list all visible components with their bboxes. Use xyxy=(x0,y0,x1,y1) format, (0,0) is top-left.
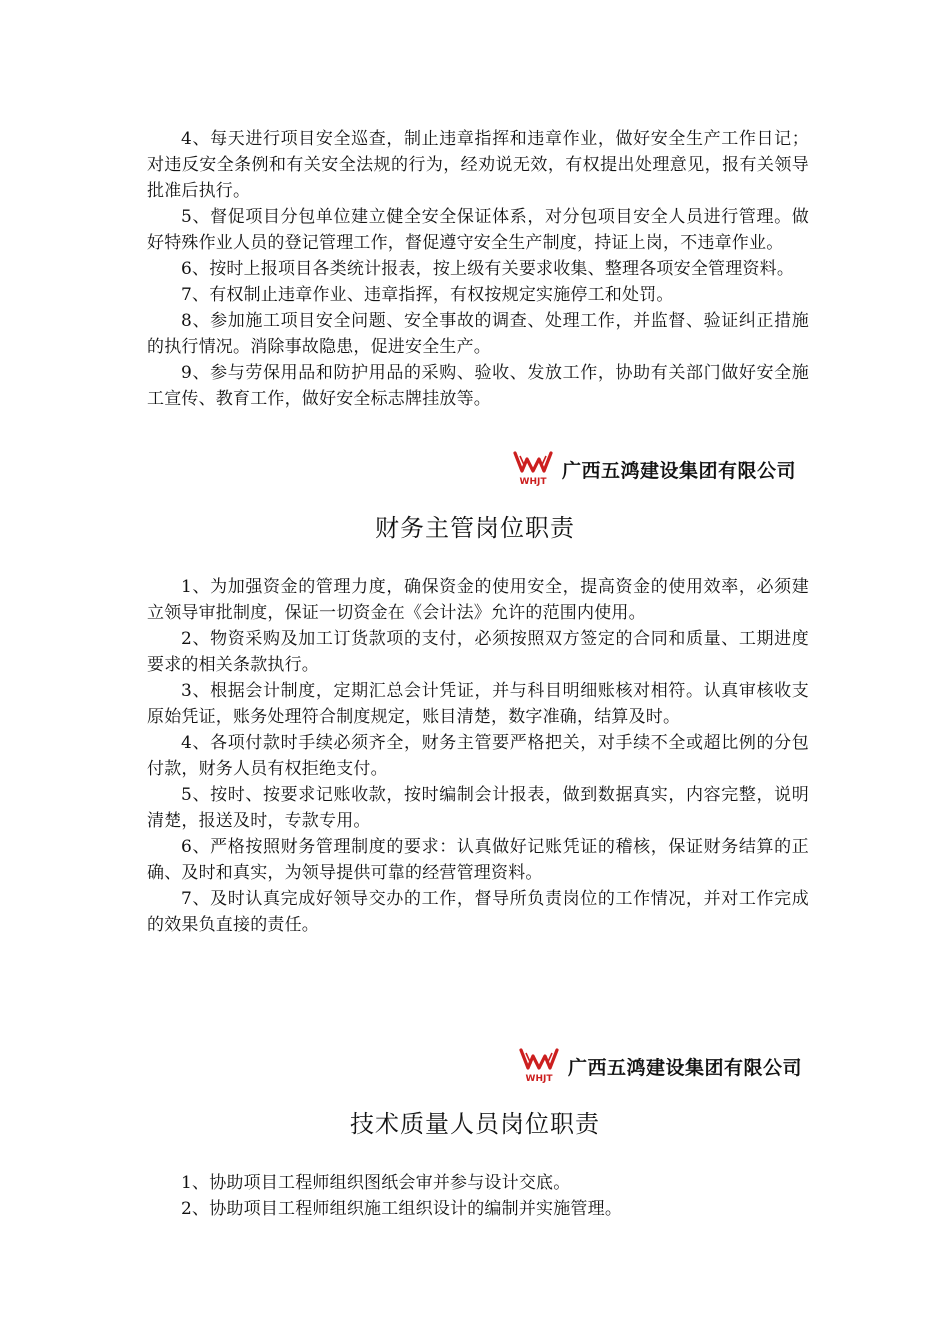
company-name: 广西五鸿建设集团有限公司 xyxy=(568,1056,803,1079)
safety-duty-9: 9、参与劳保用品和防护用品的采购、验收、发放工作，协助有关部门做好安全施工宣传、教育工作，做好安全标志牌挂放等。 xyxy=(147,363,809,409)
tech-quality-title: 技术质量人员岗位职责 xyxy=(350,1110,600,1138)
safety-duty-5: 5、督促项目分包单位建立健全安全保证体系，对分包项目安全人员进行管理。做好特殊作业人员的登记管理工作，督促遵守安全生产制度，持证上岗，不违章作业。 xyxy=(147,207,809,253)
tech-duties-list xyxy=(147,1170,809,1222)
finance-title: 财务主管岗位职责 xyxy=(375,514,575,542)
svg-text:WHJT: WHJT xyxy=(519,477,547,487)
safety-duty-4: 4、每天进行项目安全巡查，制止违章指挥和违章作业，做好安全生产工作日记；对违反安全条例和有关安全法规的行为，经劝说无效，有权提出处理意见，报有关领导批准后执行。 xyxy=(147,129,809,201)
company-header xyxy=(512,450,796,488)
tech-duty-2: 2、协助项目工程师组织施工组织设计的编制并实施管理。 xyxy=(181,1199,623,1219)
safety-duty-8: 8、参加施工项目安全问题、安全事故的调查、处理工作，并监督、验证纠正措施的执行情况。消除事故隐患，促进安全生产。 xyxy=(147,311,809,357)
company-logo-icon xyxy=(512,451,554,487)
finance-duty-5: 5、按时、按要求记账收款，按时编制会计报表，做到数据真实，内容完整，说明清楚，报送及时，专款专用。 xyxy=(147,785,809,831)
finance-duty-3: 3、根据会计制度，定期汇总会计凭证，并与科目明细账核对相符。认真审核收支原始凭证，账务处理符合制度规定，账目清楚，数字准确，结算及时。 xyxy=(147,681,809,727)
company-header xyxy=(518,1047,802,1085)
finance-duty-2: 2、物资采购及加工订货款项的支付，必须按照双方签定的合同和质量、工期进度要求的相关条款执行。 xyxy=(147,629,809,675)
finance-duty-4: 4、各项付款时手续必须齐全，财务主管要严格把关，对手续不全或超比例的分包付款，财务人员有权拒绝支付。 xyxy=(147,733,809,779)
company-logo-icon xyxy=(518,1048,560,1084)
finance-duties-list xyxy=(147,574,809,938)
safety-duties-list xyxy=(147,126,809,412)
safety-duty-7: 7、有权制止违章作业、违章指挥，有权按规定实施停工和处罚。 xyxy=(181,285,674,305)
tech-duty-1: 1、协助项目工程师组织图纸会审并参与设计交底。 xyxy=(181,1173,571,1193)
company-name: 广西五鸿建设集团有限公司 xyxy=(562,459,797,482)
finance-duty-1: 1、为加强资金的管理力度，确保资金的使用安全，提高资金的使用效率，必须建立领导审批制度，保证一切资金在《会计法》允许的范围内使用。 xyxy=(147,577,809,623)
finance-duty-6: 6、严格按照财务管理制度的要求：认真做好记账凭证的稽核，保证财务结算的正确、及时和真实，为领导提供可靠的经营管理资料。 xyxy=(147,837,809,883)
finance-duty-7: 7、及时认真完成好领导交办的工作，督导所负责岗位的工作情况，并对工作完成的效果负直接的责任。 xyxy=(147,889,809,935)
svg-text:WHJT: WHJT xyxy=(525,1074,553,1084)
safety-duty-6: 6、按时上报项目各类统计报表，按上级有关要求收集、整理各项安全管理资料。 xyxy=(181,259,795,279)
